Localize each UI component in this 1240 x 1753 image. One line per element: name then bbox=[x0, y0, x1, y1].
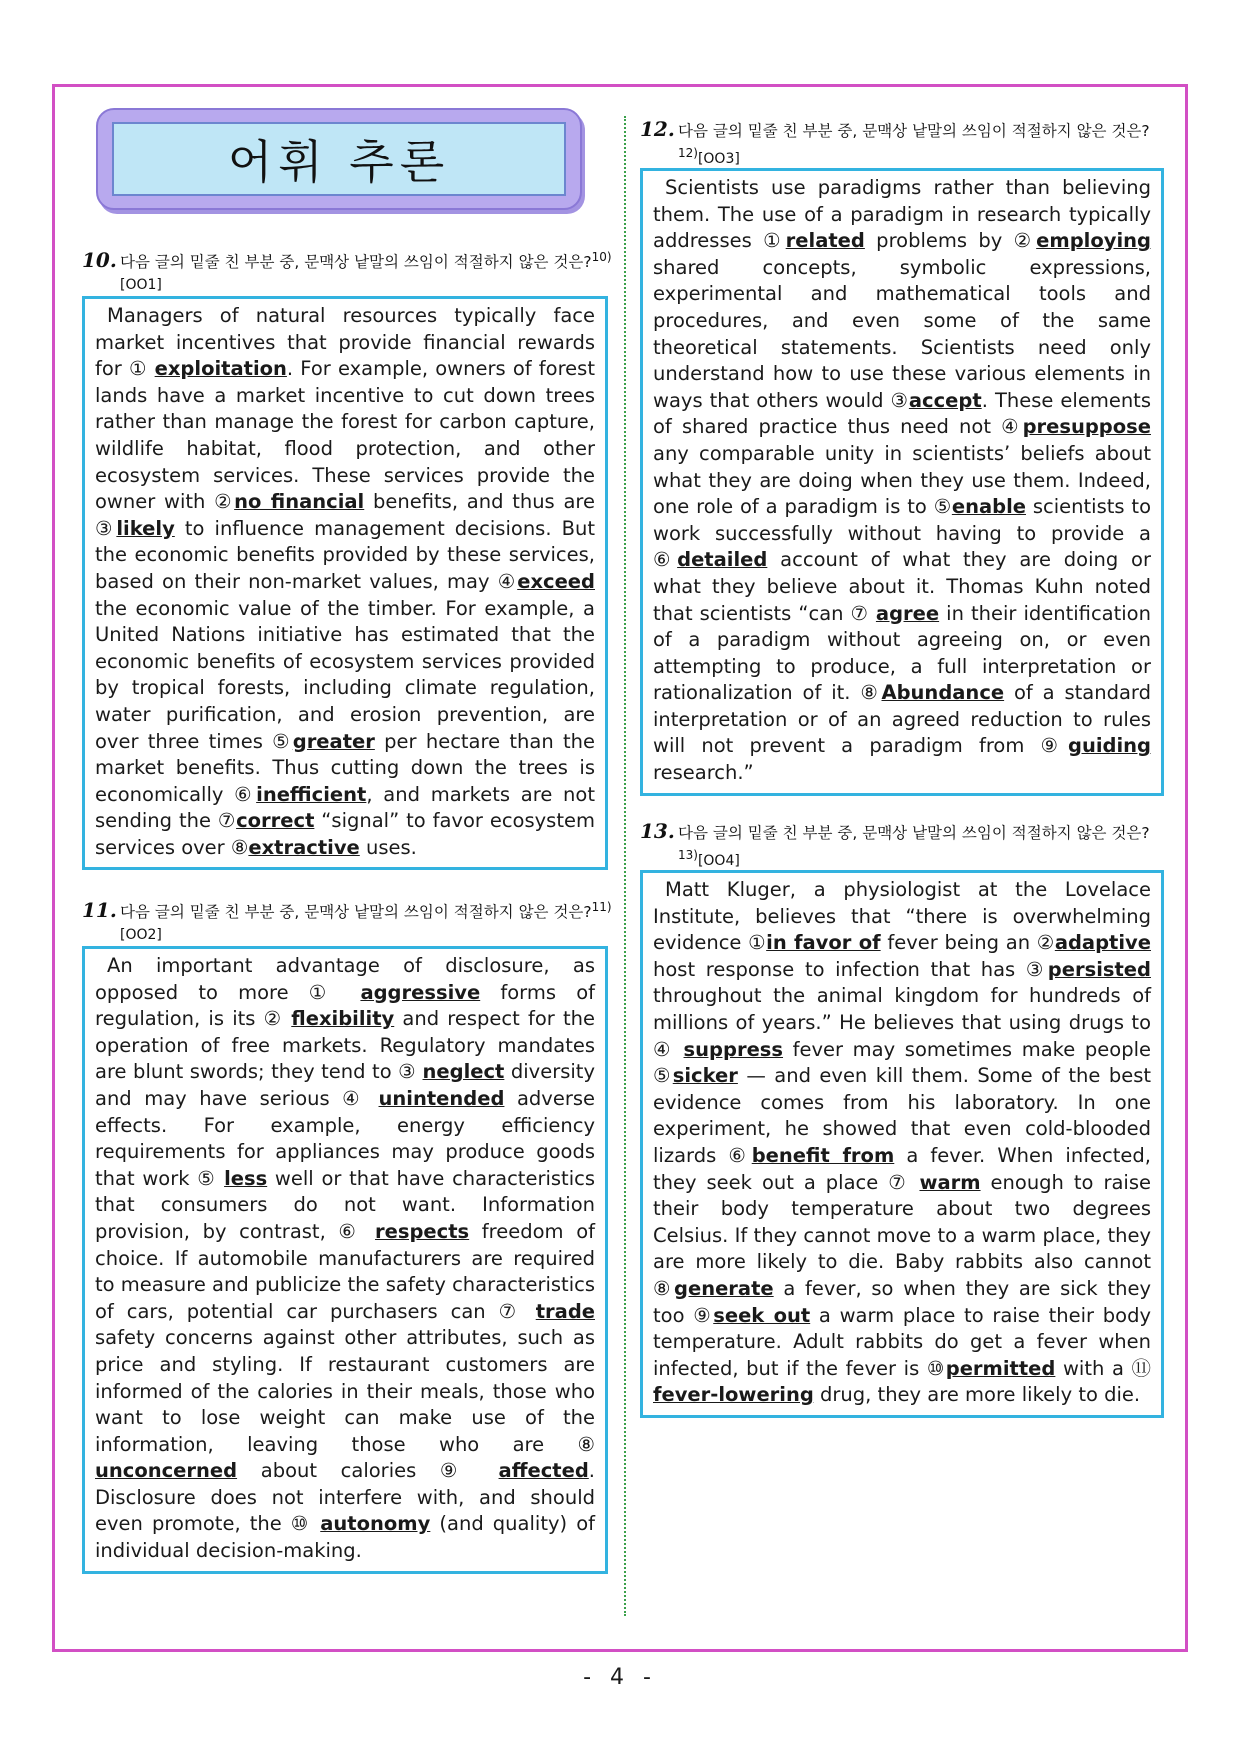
underlined-word: no financial bbox=[234, 490, 365, 514]
footnote-ref: 11) bbox=[591, 900, 612, 914]
question-prompt: 다음 글의 밑줄 친 부분 중, 문맥상 낱말의 쓰임이 적절하지 않은 것은? bbox=[120, 253, 592, 272]
passage-segment: account of what they are doing or what they believe about it. Thomas Kuhn noted that scientists “can ⑦ bbox=[653, 548, 1152, 625]
passage-segment: throughout the animal kingdom for hundreds of millions of years.” He believes that using drugs to ④ bbox=[653, 984, 1151, 1061]
passage-segment: to influence management decisions. But the economic benefits provided by these services, based on their non-market values, may ④ bbox=[95, 516, 595, 593]
question-code: [OO3] bbox=[697, 151, 740, 168]
passage-segment: any comparable unity in scientists’ beliefs about what they are doing when they use them. Indeed, one role of a paradigm is to ⑤ bbox=[653, 441, 1151, 519]
passage-segment: research.” bbox=[653, 761, 754, 785]
question-number: 11. bbox=[82, 898, 117, 923]
underlined-word: less bbox=[224, 1166, 268, 1190]
question-13-passage bbox=[640, 870, 1164, 1418]
question-number: 13. bbox=[640, 819, 675, 843]
passage-text bbox=[653, 175, 1151, 787]
question-13-header bbox=[640, 820, 1164, 872]
column-divider bbox=[624, 116, 626, 1616]
underlined-word: in favor of bbox=[766, 931, 881, 955]
underlined-word: permitted bbox=[945, 1356, 1056, 1380]
underlined-word: seek out bbox=[713, 1303, 811, 1327]
question-number: 12. bbox=[640, 117, 675, 141]
passage-segment: freedom of choice. If automobile manufacturers are required to measure and publicize the safety characteristics of cars, potential car purchasers can ⑦ bbox=[95, 1219, 595, 1323]
question-10-passage bbox=[82, 296, 608, 870]
passage-segment: about calories ⑨ bbox=[237, 1459, 499, 1483]
passage-segment: Scientists use paradigms rather than believing them. The use of a paradigm in research typically addresses ① bbox=[653, 176, 1151, 253]
passage-segment: and respect for the operation of free markets. Regulatory mandates are blunt swords; they tend to ③ bbox=[95, 1007, 595, 1084]
question-code: [OO4] bbox=[697, 853, 740, 870]
underlined-word: sicker bbox=[672, 1064, 738, 1088]
underlined-word: detailed bbox=[677, 548, 768, 572]
underlined-word: fever-lowering bbox=[653, 1383, 814, 1407]
footnote-ref: 13) bbox=[678, 848, 698, 862]
passage-segment: (and quality) of individual decision-making. bbox=[95, 1512, 595, 1563]
passage-text bbox=[95, 953, 595, 1565]
underlined-word: enable bbox=[951, 495, 1026, 519]
passage-segment: . These elements of shared practice thus need not ④ bbox=[653, 388, 1151, 439]
underlined-word: employing bbox=[1036, 229, 1151, 253]
passage-segment: fever may sometimes make people ⑤ bbox=[653, 1037, 1151, 1088]
question-code: [OO1] bbox=[120, 277, 162, 294]
underlined-word: autonomy bbox=[320, 1512, 431, 1536]
question-11-header bbox=[82, 896, 612, 946]
underlined-word: generate bbox=[674, 1276, 774, 1300]
footnote-ref: 12) bbox=[678, 146, 698, 160]
passage-segment: fever being an ② bbox=[880, 931, 1055, 955]
passage-segment: of a standard interpretation or of an agreed reduction to rules will not prevent a paradigm from ⑨ bbox=[653, 681, 1151, 758]
passage-segment: a fever. When infected, they seek out a place ⑦ bbox=[653, 1143, 1151, 1194]
passage-segment: uses. bbox=[359, 835, 417, 859]
passage-segment: a fever, so when they are sick they too ⑨ bbox=[653, 1276, 1151, 1327]
passage-segment: — and even kill them. Some of the best evidence comes from his laboratory. In one experiment, he showed that even cold-blooded lizards ⑥ bbox=[653, 1064, 1151, 1167]
question-12-passage bbox=[640, 168, 1164, 796]
section-title: 어휘 추론 bbox=[112, 122, 566, 196]
underlined-word: related bbox=[785, 229, 865, 253]
passage-segment: drug, they are more likely to die. bbox=[813, 1383, 1141, 1407]
underlined-word: unconcerned bbox=[95, 1459, 238, 1483]
underlined-word: affected bbox=[498, 1459, 589, 1483]
passage-text bbox=[653, 877, 1151, 1409]
section-title-box bbox=[96, 108, 582, 210]
passage-segment: Matt Kluger, a physiologist at the Lovelace Institute, believes that “there is overwhelming evidence ① bbox=[653, 878, 1151, 955]
underlined-word: accept bbox=[908, 388, 982, 412]
underlined-word: correct bbox=[236, 809, 315, 833]
passage-segment: well or that have characteristics that consumers do not want. Information provision, by contrast, ⑥ bbox=[95, 1166, 595, 1243]
question-10-header bbox=[82, 246, 612, 296]
underlined-word: guiding bbox=[1067, 734, 1151, 758]
underlined-word: extractive bbox=[248, 835, 360, 859]
passage-segment: host response to infection that has ③ bbox=[653, 957, 1048, 981]
underlined-word: respects bbox=[375, 1219, 470, 1243]
underlined-word: neglect bbox=[422, 1060, 505, 1084]
underlined-word: trade bbox=[535, 1299, 595, 1323]
passage-segment: , and markets are not sending the ⑦ bbox=[95, 782, 595, 833]
underlined-word: agree bbox=[875, 601, 940, 625]
underlined-word: benefit from bbox=[751, 1143, 895, 1167]
underlined-word: exceed bbox=[517, 569, 595, 593]
footnote-ref: 10) bbox=[591, 250, 612, 264]
page-number: - 4 - bbox=[583, 1665, 657, 1690]
underlined-word: adaptive bbox=[1054, 931, 1151, 955]
question-number: 10. bbox=[82, 248, 117, 273]
passage-segment: safety concerns against other attributes, such as price and styling. If restaurant customers are informed of the calories in their meals, those who want to lose weight can make use of the information, leaving those who are ⑧ bbox=[95, 1326, 595, 1456]
question-code: [OO2] bbox=[120, 927, 162, 944]
underlined-word: Abundance bbox=[881, 681, 1005, 705]
underlined-word: flexibility bbox=[291, 1007, 395, 1031]
passage-segment: adverse effects. For example, energy efficiency requirements for appliances may produce goods that work ⑤ bbox=[95, 1086, 595, 1190]
underlined-word: aggressive bbox=[360, 980, 481, 1004]
question-prompt: 다음 글의 밑줄 친 부분 중, 문맥상 낱말의 쓰임이 적절하지 않은 것은? bbox=[678, 824, 1150, 842]
passage-segment: the economic value of the timber. For example, a United Nations initiative has estimated that the economic benefits of ecosystem services provided by tropical forests, including climate regulation, water purification, and erosion prevention, are over three times ⑤ bbox=[95, 596, 595, 753]
question-prompt: 다음 글의 밑줄 친 부분 중, 문맥상 낱말의 쓰임이 적절하지 않은 것은? bbox=[120, 903, 592, 922]
underlined-word: exploitation bbox=[154, 357, 287, 381]
passage-segment: per hectare than the market benefits. Thus cutting down the trees is economically ⑥ bbox=[95, 729, 595, 806]
underlined-word: inefficient bbox=[256, 782, 367, 806]
question-prompt: 다음 글의 밑줄 친 부분 중, 문맥상 낱말의 쓰임이 적절하지 않은 것은? bbox=[678, 122, 1150, 140]
underlined-word: suppress bbox=[683, 1037, 784, 1061]
passage-segment: Managers of natural resources typically face market incentives that provide financial rewards for ① bbox=[95, 304, 595, 381]
question-12-header bbox=[640, 118, 1164, 170]
passage-text bbox=[95, 303, 595, 861]
passage-segment: enough to raise their body temperature about two degrees Celsius. If they cannot move to a warm place, they are more likely to die. Baby rabbits also cannot ⑧ bbox=[653, 1170, 1151, 1300]
underlined-word: persisted bbox=[1047, 957, 1151, 981]
passage-segment: problems by ② bbox=[864, 229, 1037, 253]
passage-segment: benefits, and thus are ③ bbox=[95, 490, 596, 540]
passage-segment: with a ⑪ bbox=[1055, 1356, 1151, 1380]
passage-segment: An important advantage of disclosure, as opposed to more ① bbox=[95, 954, 595, 1004]
passage-segment: scientists to work successfully without having to provide a ⑥ bbox=[653, 495, 1152, 572]
passage-segment: diversity and may have serious ④ bbox=[95, 1060, 595, 1110]
passage-segment: “signal” to favor ecosystem services over ⑧ bbox=[95, 809, 595, 859]
underlined-word: presuppose bbox=[1022, 415, 1151, 439]
passage-segment: . For example, owners of forest lands have a market incentive to cut down trees rather than manage the forest for carbon capture, wildlife habitat, flood protection, and other ecosystem services. These services provide the owner with ② bbox=[95, 357, 595, 514]
passage-segment: in their identification of a paradigm without agreeing on, or even attempting to produce, a full interpretation or rationalization of it. ⑧ bbox=[653, 601, 1151, 705]
underlined-word: greater bbox=[292, 729, 375, 753]
underlined-word: unintended bbox=[378, 1086, 505, 1110]
passage-segment: shared concepts, symbolic expressions, experimental and mathematical tools and procedures, and even some of the same theoretical statements. Scientists need only understand how to use these various elements in ways that others would ③ bbox=[653, 255, 1151, 412]
passage-segment: . Disclosure does not interfere with, and should even promote, the ⑩ bbox=[95, 1459, 595, 1536]
passage-segment: forms of regulation, is its ② bbox=[95, 980, 595, 1031]
passage-segment: a warm place to raise their body temperature. Adult rabbits do get a fever when infected, but if the fever is ⑩ bbox=[653, 1303, 1152, 1380]
underlined-word: warm bbox=[919, 1170, 981, 1194]
question-11-passage bbox=[82, 946, 608, 1574]
underlined-word: likely bbox=[116, 516, 175, 540]
